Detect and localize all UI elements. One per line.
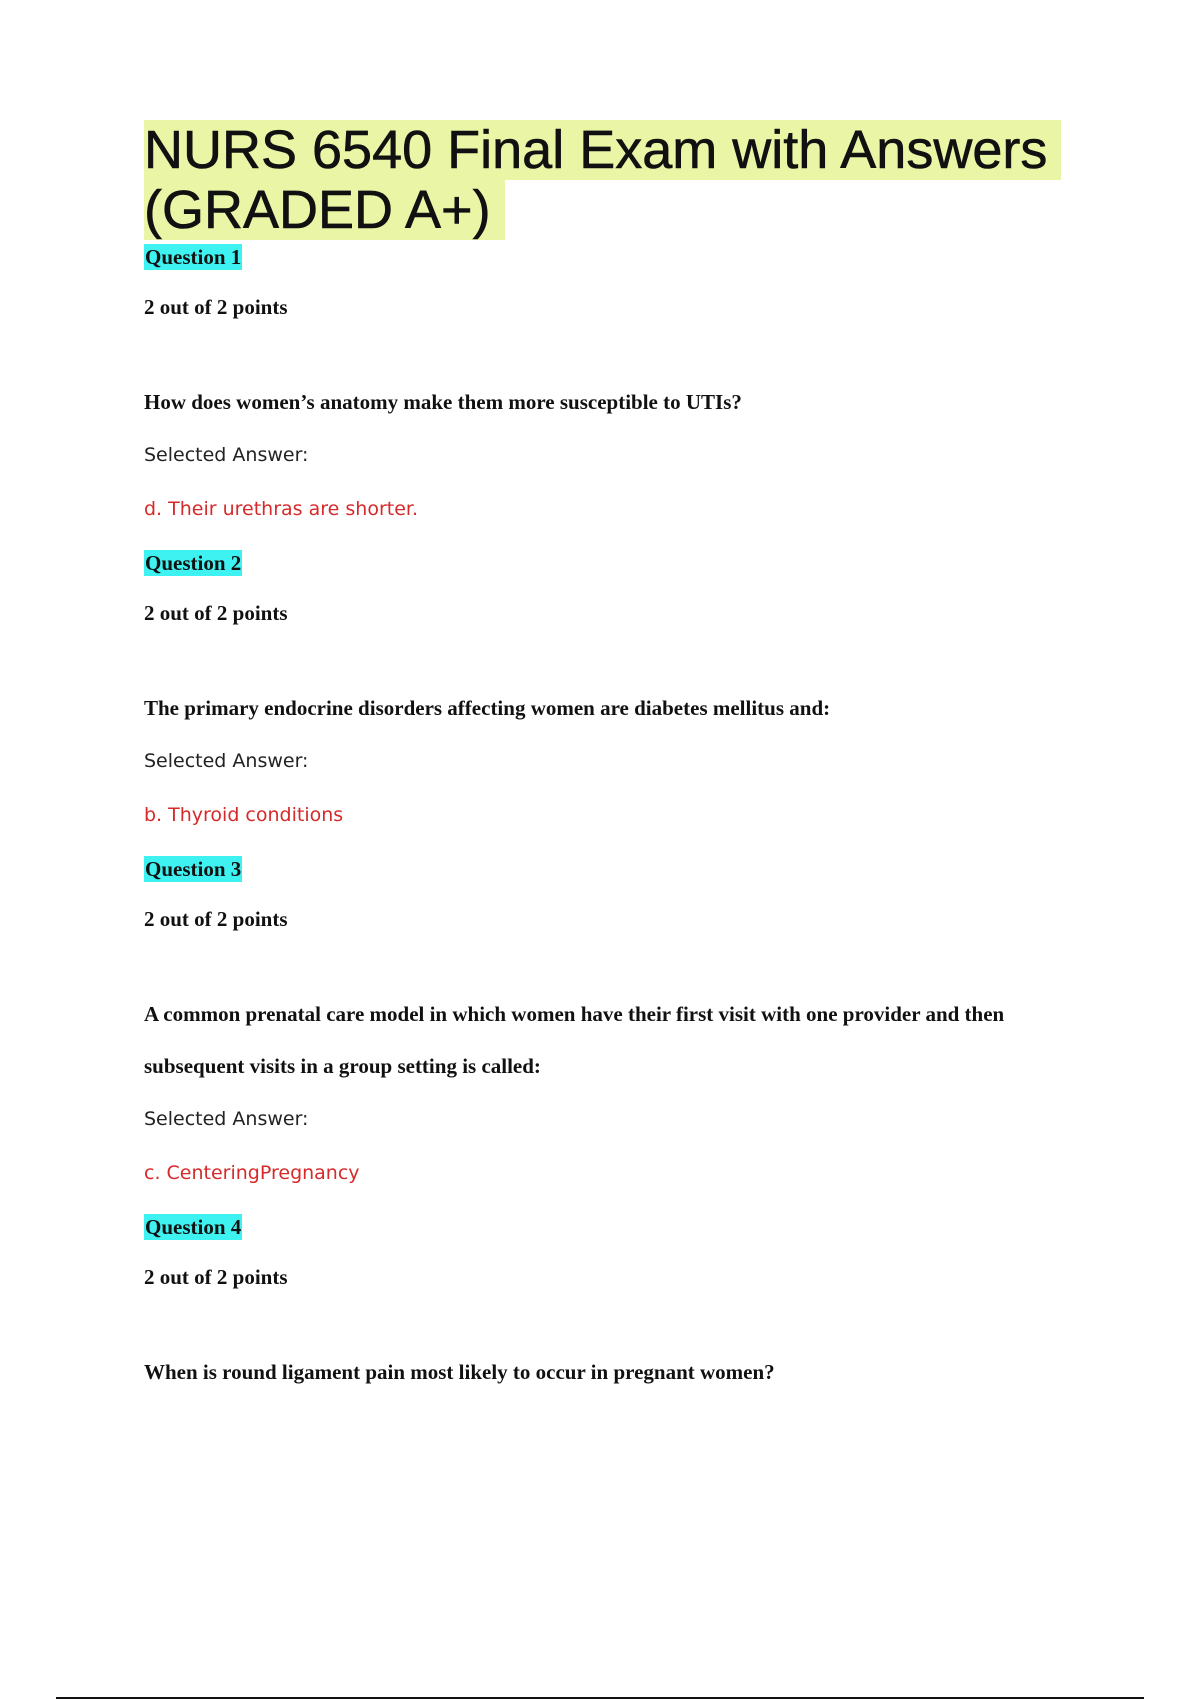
selected-answer-label: Selected Answer: — [144, 1108, 309, 1130]
document-title — [144, 120, 1094, 240]
footer-rule — [56, 1697, 1144, 1699]
question-heading: Question 3 — [145, 857, 242, 881]
question-3 — [144, 856, 1094, 1186]
question-prompt-line-1: A common prenatal care model in which women have their first visit with one provider and then — [144, 1002, 1005, 1026]
title-line-2: (GRADED A+) — [144, 180, 505, 240]
selected-answer: b. Thyroid conditions — [144, 804, 344, 826]
question-1 — [144, 244, 1094, 522]
question-points: 2 out of 2 points — [144, 907, 288, 931]
question-heading: Question 4 — [145, 1215, 242, 1239]
question-heading: Question 1 — [145, 245, 242, 269]
document-content — [144, 120, 1094, 1398]
question-4 — [144, 1214, 1094, 1398]
question-points: 2 out of 2 points — [144, 601, 288, 625]
question-prompt-line-2: subsequent visits in a group setting is called: — [144, 1054, 541, 1078]
question-prompt: How does women’s anatomy make them more susceptible to UTIs? — [144, 390, 742, 414]
selected-answer-label: Selected Answer: — [144, 750, 309, 772]
question-prompt — [144, 988, 1094, 1092]
question-heading: Question 2 — [145, 551, 242, 575]
question-prompt: When is round ligament pain most likely to occur in pregnant women? — [144, 1360, 775, 1384]
question-points: 2 out of 2 points — [144, 1265, 288, 1289]
selected-answer: d. Their urethras are shorter. — [144, 498, 419, 520]
selected-answer: c. CenteringPregnancy — [144, 1162, 360, 1184]
selected-answer-label: Selected Answer: — [144, 444, 309, 466]
title-line-1: NURS 6540 Final Exam with Answers — [144, 120, 1061, 180]
question-prompt: The primary endocrine disorders affecting women are diabetes mellitus and: — [144, 696, 831, 720]
question-points: 2 out of 2 points — [144, 295, 288, 319]
question-2 — [144, 550, 1094, 828]
